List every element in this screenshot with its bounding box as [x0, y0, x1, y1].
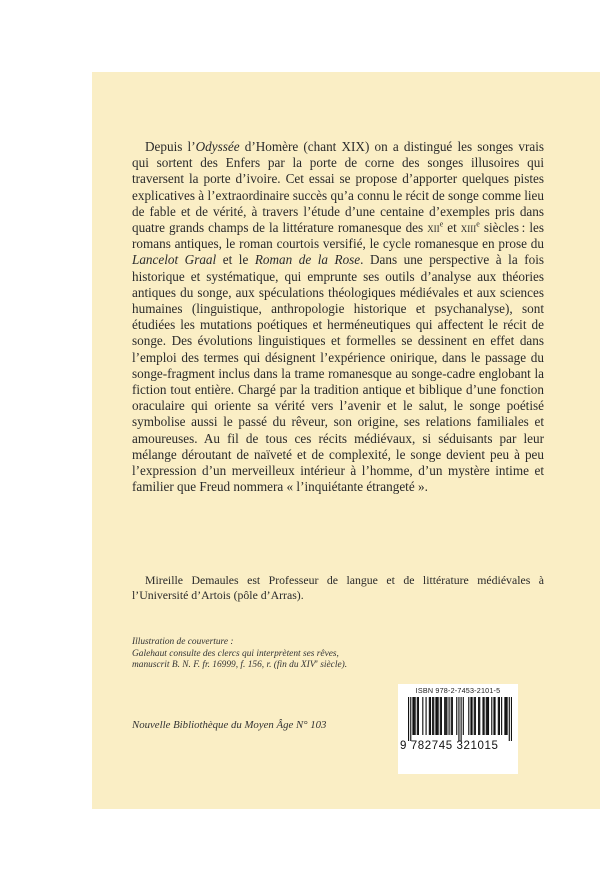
barcode-bar	[410, 697, 411, 741]
barcode-block	[398, 684, 518, 774]
series-title: Nouvelle Bibliothèque du Moyen Âge N° 103	[132, 719, 327, 731]
barcode-bar	[438, 697, 439, 735]
barcode-bar	[449, 697, 450, 735]
barcode-bar	[418, 697, 419, 735]
barcode-bar	[501, 697, 502, 735]
barcode-bar	[445, 697, 446, 735]
barcode-bar	[504, 697, 505, 735]
barcode-bar	[471, 697, 472, 735]
barcode-bar	[488, 697, 489, 735]
blurb-paragraph: Depuis l’Odyssée d’Homère (chant XIX) on a distingué les songes vrais qui sortent des Enfers par la porte de corne des songes illusoires qui traversent la porte d’ivoire. Cet essai se propose d’apporter quelques pistes explicatives à l’extraordinaire succès qu’a connu le récit de songe comme lieu de fable et de vérité, à travers l’étude d’une centaine d’exemples pris dans quatre grands champs de la littérature romanesque des xii$^e$ et xiii$^e$ siècles : les romans antiques, le roman courtois versifié, le cycle romanesque en prose du Lancelot Graal et le Roman de la Rose. Dans une perspective à la fois historique et systématique, qui emprunte ses outils d’analyse aux théories antiques du songe, aux spéculations théologiques médiévales et aux sciences humaines (linguistique, anthropologie historique et psychanalyse), sont étudiées les mutations poétiques et herméneutiques qui affectent le récit de songe. Des évolutions linguistiques et formelles se dessinent en effet dans l’emploi des termes qui désignent l’expérience onirique, dans le passage du songe-fragment inclus dans la trame romanesque au songe-cadre englobant la fiction tout entière. Chargé par la tradition antique et biblique d’une fonction oraculaire qui oriente sa vérité vers l’avenir et le salut, le songe poétisé symbolise aussi le passé du rêveur, son origine, ses relations familiales et amoureuses. Au fil de tous ces récits médiévaux, si séduisants par leur mélange déroutant de naïveté et de complexité, le songe devient peu à peu l’expression d’un merveilleux intérieur à l’homme, d’un mystère intime et familier que Freud nommera « l’inquiétante étrangeté ».	[132, 139, 544, 495]
barcode-bar	[505, 697, 506, 735]
barcode-bar	[475, 697, 476, 735]
barcode-bar	[415, 697, 416, 735]
barcode-bar	[479, 697, 480, 735]
barcode-bar	[426, 697, 427, 735]
barcode-bar	[417, 697, 418, 735]
barcode-bar	[452, 697, 453, 735]
barcode-bar	[487, 697, 488, 735]
barcode-digits: 9 782745 321015	[400, 740, 499, 752]
barcode-bar	[446, 697, 447, 735]
barcode-bar	[474, 697, 475, 735]
barcode-bar	[470, 697, 471, 735]
barcode-bar	[430, 697, 431, 735]
title-odyssee: Odyssée	[195, 139, 240, 154]
barcode-bar	[458, 697, 459, 741]
barcode-bar	[422, 697, 423, 735]
illustration-line-1: Galehaut consulte des clercs qui interprètent ses rêves,	[132, 648, 339, 659]
barcode-bar	[441, 697, 442, 735]
illustration-line-2: manuscrit B. N. F. fr. 16999, f. 156, r. (fin du XIVe siècle).	[132, 659, 348, 671]
barcode-bar	[507, 697, 508, 735]
barcode-bar	[435, 697, 436, 735]
barcode-bar	[484, 697, 485, 735]
barcode-bar	[478, 697, 479, 735]
barcode-bar	[436, 697, 437, 735]
barcode-bar	[412, 697, 413, 735]
barcode-bar	[429, 697, 430, 735]
barcode-bar	[432, 697, 433, 735]
barcode-bar	[511, 697, 512, 741]
barcode-bar	[468, 697, 469, 735]
barcode-bar	[413, 697, 414, 735]
barcode-bar	[451, 697, 452, 735]
barcode-bar	[440, 697, 441, 735]
barcode-bar	[494, 697, 495, 735]
back-cover-blurb	[132, 139, 544, 495]
isbn-label: ISBN 978-2-7453-2101-5	[415, 686, 501, 695]
barcode-bar	[482, 697, 483, 735]
barcode-bars	[408, 697, 512, 741]
barcode-bar	[461, 697, 462, 741]
barcode-bar	[463, 697, 464, 735]
author-note: Mireille Demaules est Professeur de langue et de littérature médiévales à l’Université d’Artois (pôle d’Arras).	[132, 573, 544, 602]
barcode-bar	[509, 697, 510, 741]
barcode-bar	[408, 697, 409, 741]
barcode-bar	[433, 697, 434, 735]
title-lancelot-graal: Lancelot Graal	[132, 252, 217, 268]
barcode-bar	[499, 697, 500, 735]
barcode-bar	[486, 697, 487, 735]
barcode-bar	[491, 697, 492, 735]
barcode-bar	[456, 697, 457, 735]
barcode-bar	[444, 697, 445, 735]
cover-illustration-credit	[132, 637, 512, 672]
illustration-heading: Illustration de couverture :	[132, 637, 234, 647]
title-roman-de-la-rose: Roman de la Rose	[254, 252, 361, 268]
barcode-bar	[493, 697, 494, 735]
barcode-bar	[498, 697, 499, 735]
